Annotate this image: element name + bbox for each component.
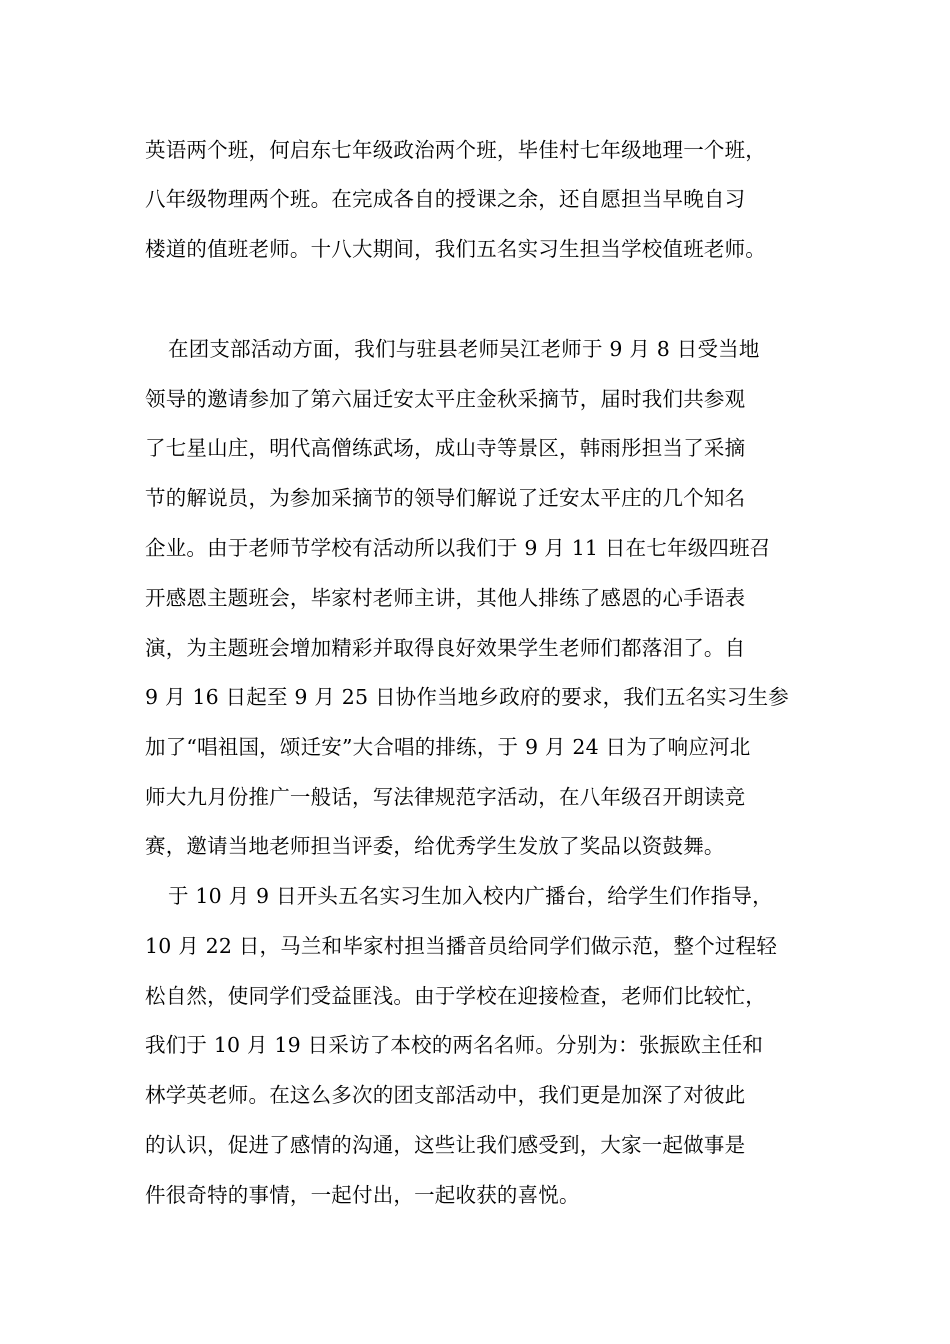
- paragraph-2-line-3: 了七星山庄，明代高僧练武场，成山寺等景区，韩雨彤担当了采摘: [145, 436, 746, 460]
- paragraph-1-line-1: 英语两个班，何启东七年级政治两个班，毕佳村七年级地理一个班，: [145, 138, 766, 162]
- paragraph-2-line-9: 加了“唱祖国，颂迁安”大合唱的排练，于 9 月 24 日为了响应河北: [145, 735, 751, 759]
- paragraph-1-line-3: 楼道的值班老师。十八大期间，我们五名实习生担当学校值班老师。: [145, 237, 766, 261]
- paragraph-2-line-8: 9 月 16 日起至 9 月 25 日协作当地乡政府的要求，我们五名实习生参: [145, 685, 789, 709]
- paragraph-3-line-2: 10 月 22 日，马兰和毕家村担当播音员给同学们做示范，整个过程轻: [145, 934, 778, 958]
- paragraph-3-line-6: 的认识，促进了感情的沟通，这些让我们感受到，大家一起做事是: [145, 1133, 746, 1157]
- paragraph-2-line-11: 赛，邀请当地老师担当评委，给优秀学生发放了奖品以资鼓舞。: [145, 834, 725, 858]
- paragraph-2-line-2: 领导的邀请参加了第六届迁安太平庄金秋采摘节，届时我们共参观: [145, 387, 746, 411]
- paragraph-2-line-5: 企业。由于老师节学校有活动所以我们于 9 月 11 日在七年级四班召: [145, 536, 771, 560]
- paragraph-2-line-6: 开感恩主题班会，毕家村老师主讲，其他人排练了感恩的心手语表: [145, 586, 746, 610]
- paragraph-2-line-1: 在团支部活动方面，我们与驻县老师吴江老师于 9 月 8 日受当地: [168, 337, 760, 361]
- paragraph-3-line-7: 件很奇特的事情，一起付出，一起收获的喜悦。: [145, 1183, 580, 1207]
- paragraph-3-line-3: 松自然，使同学们受益匪浅。由于学校在迎接检查，老师们比较忙，: [145, 984, 766, 1008]
- paragraph-3-line-5: 林学英老师。在这么多次的团支部活动中，我们更是加深了对彼此: [145, 1083, 746, 1107]
- paragraph-2-line-7: 演，为主题班会增加精彩并取得良好效果学生老师们都落泪了。自: [145, 636, 746, 660]
- paragraph-1-line-2: 八年级物理两个班。在完成各自的授课之余，还自愿担当早晚自习: [145, 187, 746, 211]
- paragraph-2-line-4: 节的解说员，为参加采摘节的领导们解说了迁安太平庄的几个知名: [145, 486, 746, 510]
- paragraph-2-line-10: 师大九月份推广一般话，写法律规范字活动，在八年级召开朗读竞: [145, 785, 746, 809]
- paragraph-3-line-4: 我们于 10 月 19 日采访了本校的两名名师。分别为：张振欧主任和: [145, 1033, 764, 1057]
- paragraph-3-line-1: 于 10 月 9 日开头五名实习生加入校内广播台，给学生们作指导，: [168, 884, 773, 908]
